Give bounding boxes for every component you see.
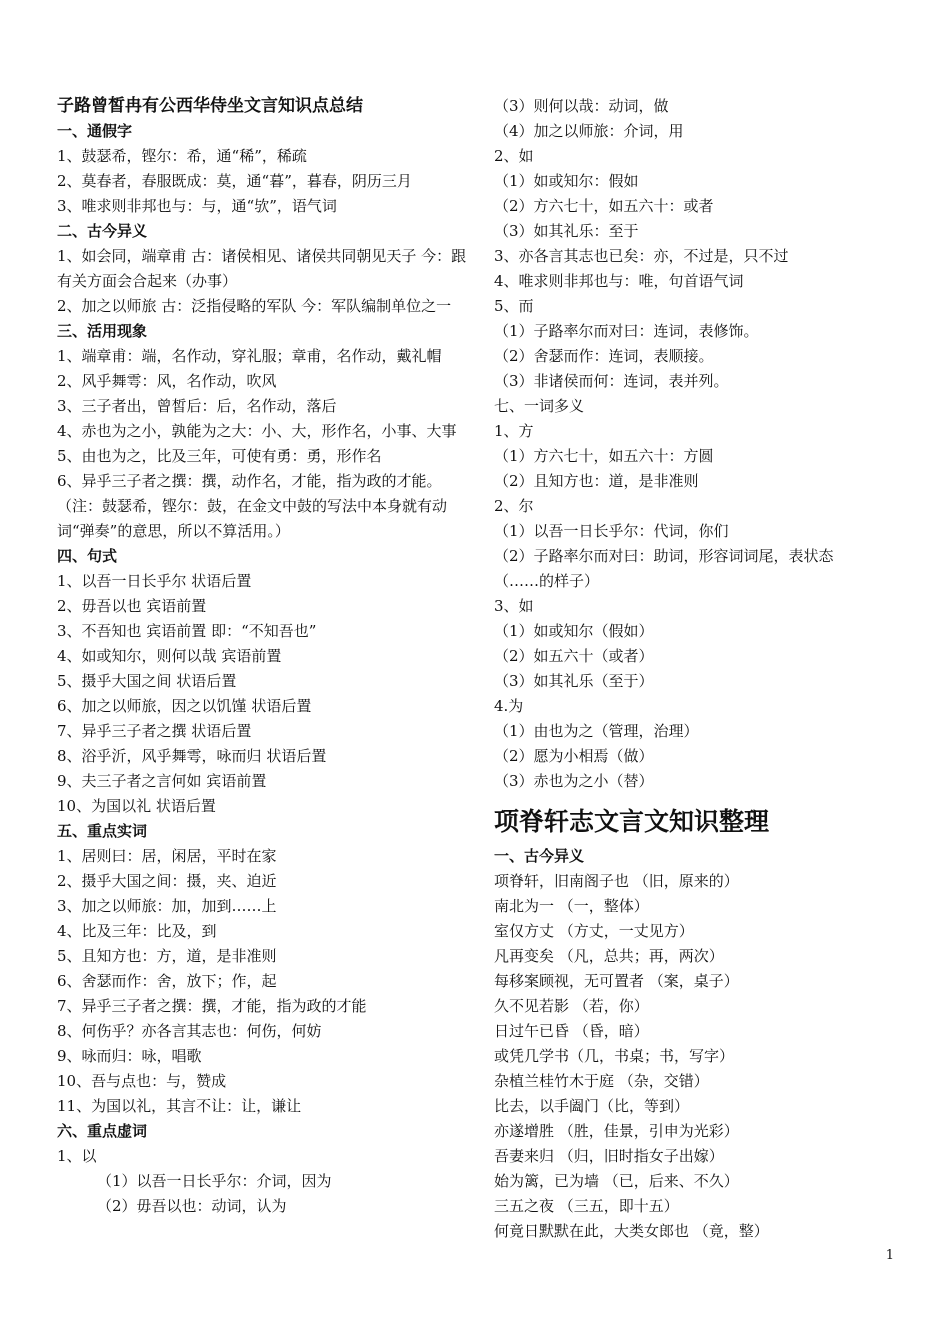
text-line: 4、唯求则非邦也与：唯，句首语气词 xyxy=(494,272,744,290)
text-line: （1）以吾一日长乎尔：代词，你们 xyxy=(494,522,729,540)
text-line: 3、如 xyxy=(494,597,534,615)
text-line: 亦遂增胜 （胜，佳景，引申为光彩） xyxy=(494,1122,739,1140)
text-line: （1）如或知尔：假如 xyxy=(494,172,639,190)
section-heading: 二、古今异义 xyxy=(57,222,148,240)
text-line: 6、舍瑟而作：舍，放下；作，起 xyxy=(57,972,277,990)
text-line: （1）子路率尔而对曰：连词，表修饰。 xyxy=(494,322,759,340)
text-line: 久不见若影 （若，你） xyxy=(494,997,649,1015)
text-line: 每移案顾视，无可置者 （案，桌子） xyxy=(494,972,739,990)
text-line: （2）舍瑟而作：连词，表顺接。 xyxy=(494,347,714,365)
text-line: 8、何伤乎？亦各言其志也：何伤，何妨 xyxy=(57,1022,322,1040)
text-line: （2）如五六十（或者） xyxy=(494,647,654,665)
text-line: 8、浴乎沂，风乎舞雩，咏而归 状语后置 xyxy=(57,747,327,765)
text-line: 4、赤也为之小，孰能为之大：小、大，形作名，小事、大事 xyxy=(57,422,457,440)
text-line: （3）则何以哉：动词，做 xyxy=(494,97,669,115)
text-line: （2）方六七十，如五六十：或者 xyxy=(494,197,714,215)
text-line: 凡再变矣 （凡，总共；再，两次） xyxy=(494,947,724,965)
text-line: 7、异乎三子者之撰 状语后置 xyxy=(57,722,252,740)
text-line: 1、如会同，端章甫 古：诸侯相见、诸侯共同朝见天子 今：跟有关方面会合起来（办事） xyxy=(57,247,467,290)
right-content-bottom xyxy=(494,869,914,1244)
section-heading: 一、通假字 xyxy=(57,122,133,140)
right-content-top xyxy=(494,94,914,794)
text-line: 或凭几学书（几，书桌；书，写字） xyxy=(494,1047,735,1065)
text-line: 2、莫春者，春服既成：莫，通“暮”，暮春，阴历三月 xyxy=(57,172,412,190)
section-title: 项脊轩志文言文知识整理 xyxy=(494,807,770,836)
text-line: 室仅方丈 （方丈，一丈见方） xyxy=(494,922,694,940)
left-column xyxy=(57,94,467,1219)
text-line: 2、毋吾以也 宾语前置 xyxy=(57,597,207,615)
text-line: 3、亦各言其志也已矣：亦，不过是，只不过 xyxy=(494,247,789,265)
text-line: 5、且知方也：方，道，是非准则 xyxy=(57,947,277,965)
text-line: 3、不吾知也 宾语前置 即：“不知吾也” xyxy=(57,622,317,640)
text-line: （……的样子） xyxy=(494,572,600,590)
text-line: 9、夫三子者之言何如 宾语前置 xyxy=(57,772,267,790)
text-line: 10、吾与点也：与，赞成 xyxy=(57,1072,227,1090)
text-line: 2、风乎舞雩：风，名作动，吹风 xyxy=(57,372,277,390)
text-line: 3、三子者出，曾皙后：后，名作动，落后 xyxy=(57,397,337,415)
text-line: （3）赤也为之小（替） xyxy=(494,772,654,790)
text-line: 杂植兰桂竹木于庭 （杂，交错） xyxy=(494,1072,709,1090)
text-line: 2、尔 xyxy=(494,497,534,515)
text-line: （2）愿为小相焉（做） xyxy=(494,747,654,765)
text-line: 6、异乎三子者之撰：撰，动作名，才能，指为政的才能。 xyxy=(57,472,442,490)
text-line: 日过午已昏 （昏，暗） xyxy=(494,1022,649,1040)
text-line: 南北为一 （一，整体） xyxy=(494,897,649,915)
text-line: 2、如 xyxy=(494,147,534,165)
text-line: 10、为国以礼 状语后置 xyxy=(57,797,216,815)
text-line: 3、加之以师旅：加，加到……上 xyxy=(57,897,277,915)
text-line: （1）如或知尔（假如） xyxy=(494,622,654,640)
text-line: （3）如其礼乐：至于 xyxy=(494,222,639,240)
text-line: 比去，以手阖门（比，等到） xyxy=(494,1097,690,1115)
text-line: 吾妻来归 （归，旧时指女子出嫁） xyxy=(494,1147,724,1165)
text-line: 4、比及三年：比及，到 xyxy=(57,922,217,940)
text-line: 七、一词多义 xyxy=(494,397,585,415)
text-line: （2）毋吾以也：动词，认为 xyxy=(97,1197,287,1215)
text-line: （4）加之以师旅：介词，用 xyxy=(494,122,684,140)
text-line: （2）且知方也：道，是非准则 xyxy=(494,472,699,490)
section-heading: 六、重点虚词 xyxy=(57,1122,148,1140)
text-line: （3）如其礼乐（至于） xyxy=(494,672,654,690)
text-line: 1、以吾一日长乎尔 状语后置 xyxy=(57,572,252,590)
text-line: （1）方六七十，如五六十：方圆 xyxy=(494,447,714,465)
text-line: 2、摄乎大国之间：摄，夹、迫近 xyxy=(57,872,277,890)
text-line: （注：鼓瑟希，铿尔：鼓，在金文中鼓的写法中本身就有动词“弹奏”的意思，所以不算活用。） xyxy=(57,497,448,540)
section-heading: 四、句式 xyxy=(57,547,118,565)
text-line: 9、咏而归：咏，唱歌 xyxy=(57,1047,202,1065)
right-column xyxy=(494,94,914,1244)
text-line: （1）由也为之（管理，治理） xyxy=(494,722,699,740)
text-line: 项脊轩，旧南阁子也 （旧，原来的） xyxy=(494,872,739,890)
text-line: 三五之夜 （三五，即十五） xyxy=(494,1197,679,1215)
left-content xyxy=(57,119,467,1219)
text-line: 11、为国以礼，其言不让：让，谦让 xyxy=(57,1097,302,1115)
text-line: 1、居则曰：居，闲居，平时在家 xyxy=(57,847,277,865)
text-line: 始为篱，已为墙 （已，后来、不久） xyxy=(494,1172,739,1190)
text-line: 何竟日默默在此，大类女郎也 （竟，整） xyxy=(494,1222,769,1240)
text-line: （2）子路率尔而对曰：助词，形容词词尾，表状态 xyxy=(494,547,834,565)
text-line: （1）以吾一日长乎尔：介词，因为 xyxy=(97,1172,332,1190)
text-line: 4.为 xyxy=(494,697,524,715)
section-heading: 一、古今异义 xyxy=(494,847,585,865)
text-line: 6、加之以师旅，因之以饥馑 状语后置 xyxy=(57,697,312,715)
text-line: 5、而 xyxy=(494,297,534,315)
text-line: 5、摄乎大国之间 状语后置 xyxy=(57,672,237,690)
section-heading: 五、重点实词 xyxy=(57,822,148,840)
text-line: 5、由也为之，比及三年，可使有勇：勇，形作名 xyxy=(57,447,382,465)
text-line: 1、端章甫：端，名作动，穿礼服；章甫，名作动，戴礼帽 xyxy=(57,347,442,365)
text-line: 7、异乎三子者之撰：撰，才能，指为政的才能 xyxy=(57,997,367,1015)
text-line: 2、加之以师旅 古：泛指侵略的军队 今：军队编制单位之一 xyxy=(57,297,452,315)
page-title: 子路曾皙冉有公西华侍坐文言知识点总结 xyxy=(57,96,363,116)
text-line: 1、方 xyxy=(494,422,534,440)
text-line: 3、唯求则非邦也与：与，通“欤”，语气词 xyxy=(57,197,337,215)
text-line: 1、以 xyxy=(57,1147,97,1165)
text-line: 4、如或知尔，则何以哉 宾语前置 xyxy=(57,647,282,665)
text-line: （3）非诸侯而何：连词，表并列。 xyxy=(494,372,729,390)
section-heading: 三、活用现象 xyxy=(57,322,148,340)
text-line: 1、鼓瑟希，铿尔：希，通“稀”，稀疏 xyxy=(57,147,307,165)
page-number: 1 xyxy=(885,1248,894,1263)
